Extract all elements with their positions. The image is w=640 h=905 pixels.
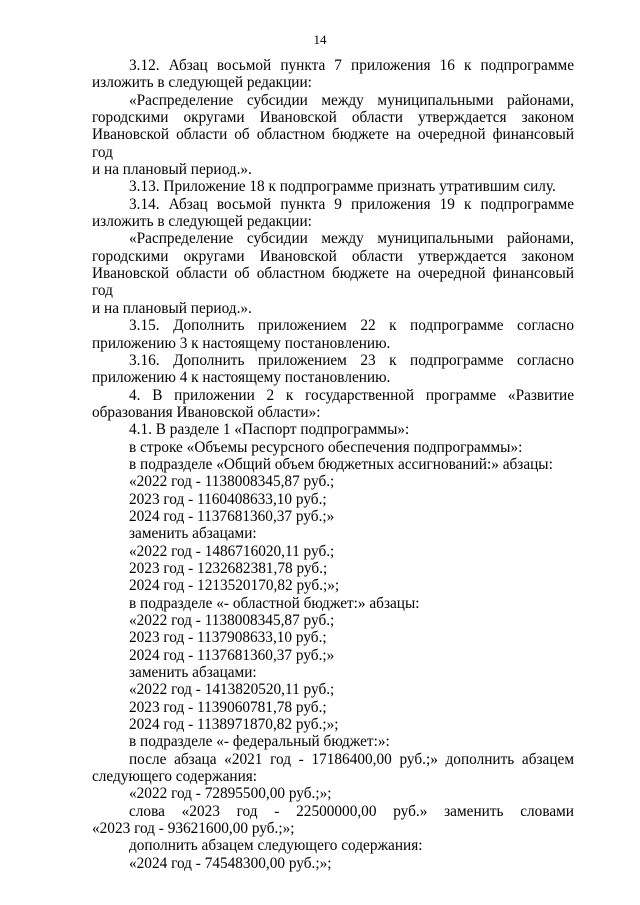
text-line: после абзаца «2021 год - 17186400,00 руб.;» дополнить абзацем (129, 750, 574, 768)
text-line: в подразделе «Общий объем бюджетных ассигнований:» абзацы: (129, 455, 553, 473)
text-line: городскими округами Ивановской области утверждается законом (92, 247, 574, 265)
text-line: 2024 год - 1213520170,82 руб.;»; (129, 577, 340, 595)
text-line: «2022 год - 1138008345,87 руб.; (129, 612, 335, 629)
text-line: «2022 год - 1486716020,11 руб.; (129, 542, 335, 560)
text-line: 2023 год - 1160408633,10 руб.; (129, 490, 327, 508)
text-line: слова «2023 год - 22500000,00 руб.» заменить словами (129, 802, 574, 820)
text-line: и на плановый период.». (92, 161, 252, 179)
text-line: дополнить абзацем следующего содержания: (129, 837, 423, 855)
text-line: 2024 год - 1137681360,37 руб.;» (129, 646, 335, 664)
text-line: образования Ивановской области»: (92, 403, 321, 421)
text-line: «2022 год - 1138008345,87 руб.; (129, 473, 335, 491)
text-line: 3.13. Приложение 18 к подпрограмме признать утратившим силу. (129, 178, 556, 196)
text-line: Ивановской области об областном бюджете на очередной финансовый год (92, 265, 574, 300)
text-line: заменить абзацами: (129, 664, 257, 682)
text-line: заменить абзацами: (129, 525, 257, 543)
text-line: в строке «Объемы ресурсного обеспечения подпрограммы»: (129, 438, 523, 456)
text-line: приложению 4 к настоящему постановлению. (92, 369, 391, 387)
text-line: изложить в следующей редакции: (92, 213, 312, 231)
text-line: «Распределение субсидии между муниципальными районами, (129, 91, 574, 109)
text-line: «2024 год - 74548300,00 руб.;»; (129, 854, 332, 872)
text-line: следующего содержания: (92, 768, 258, 786)
text-line: 2023 год - 1232682381,78 руб.; (129, 559, 328, 577)
text-line: 2024 год - 1138971870,82 руб.;»; (129, 716, 339, 734)
text-line: «2022 год - 1413820520,11 руб.; (129, 681, 335, 699)
text-line: 3.14. Абзац восьмой пункта 9 приложения 19 к подпрограмме (129, 195, 574, 213)
text-line: изложить в следующей редакции: (92, 74, 312, 92)
text-line: «Распределение субсидии между муниципальными районами, (129, 230, 574, 248)
text-line: «2022 год - 72895500,00 руб.;»; (129, 785, 332, 803)
text-line: 4. В приложении 2 к государственной программе «Развитие (129, 386, 574, 404)
text-line: 4.1. В разделе 1 «Паспорт подпрограммы»: (129, 421, 410, 439)
text-line: и на плановый период.». (92, 299, 252, 317)
text-line: 3.12. Абзац восьмой пункта 7 приложения 16 к подпрограмме (129, 57, 574, 74)
text-line: в подразделе «- областной бюджет:» абзацы: (129, 594, 420, 612)
text-line: в подразделе «- федеральный бюджет:»: (129, 733, 390, 751)
text-line: городскими округами Ивановской области утверждается законом (92, 109, 574, 127)
text-line: 3.15. Дополнить приложением 22 к подпрограмме согласно (129, 317, 574, 335)
text-line: 3.16. Дополнить приложением 23 к подпрограмме согласно (129, 351, 574, 369)
text-line: Ивановской области об областном бюджете на очередной финансовый год (92, 126, 574, 161)
text-line: 2024 год - 1137681360,37 руб.;» (129, 507, 335, 525)
document-body (92, 57, 574, 872)
text-line: 2023 год - 1139060781,78 руб.; (129, 698, 327, 716)
text-line: «2023 год - 93621600,00 руб.;»; (92, 820, 295, 838)
text-line: приложению 3 к настоящему постановлению. (92, 334, 391, 352)
text-line: 2023 год - 1137908633,10 руб.; (129, 629, 327, 647)
page-number: 14 (313, 32, 327, 47)
